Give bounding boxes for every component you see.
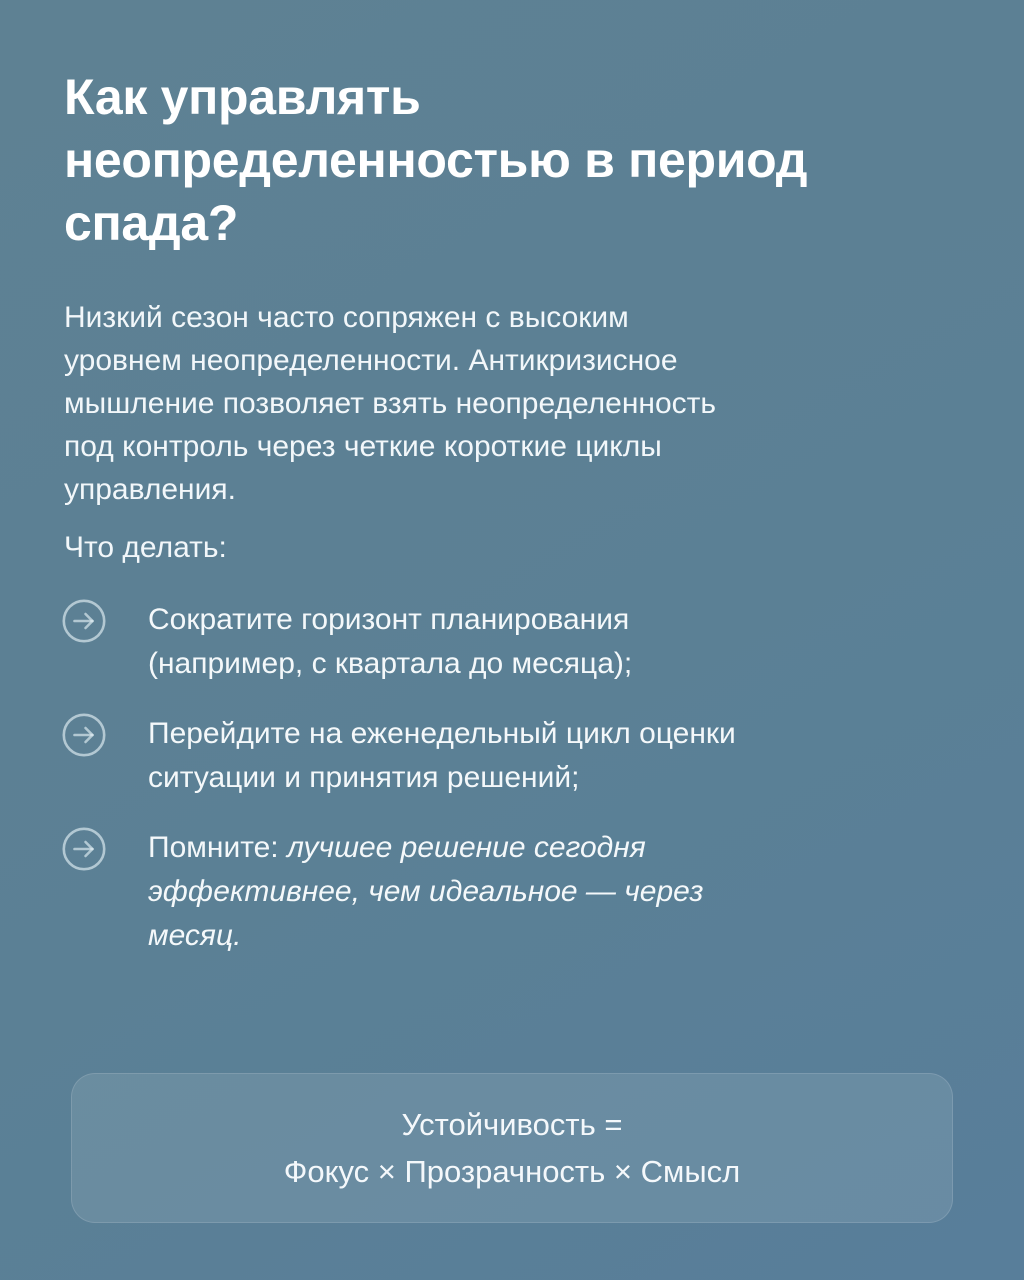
intro-line: уровнем неопределенности. Антикризисное (64, 344, 678, 377)
intro-line: мышление позволяет взять неопределенность (64, 387, 717, 420)
checklist-item-text: Сократите горизонт планирования (например, с квартала до месяца); (148, 603, 633, 680)
checklist (64, 598, 960, 958)
summary-line: Фокус × Прозрачность × Смысл (283, 1154, 741, 1189)
page-title-line: Как управлять (64, 69, 421, 125)
intro-paragraph (64, 296, 960, 511)
checklist-item (64, 826, 960, 958)
checklist-item-text (148, 826, 703, 958)
checklist-label: Что делать: (64, 531, 227, 564)
arrow-right-circle-icon (62, 599, 106, 643)
checklist-item-text: Перейдите на еженедельный цикл оценки ситуации и принятия решений; (148, 717, 736, 794)
page-title-line: неопределенностью в период (64, 132, 808, 188)
checklist-item-emphasis: эффективнее, чем идеальное — через (148, 875, 704, 908)
checklist-item (64, 598, 960, 686)
checklist-item-lead: Помните: (148, 831, 279, 864)
page-title (64, 66, 960, 255)
summary-card (71, 1073, 953, 1223)
arrow-right-circle-icon (62, 827, 106, 871)
checklist-item (64, 712, 960, 800)
summary-line: Устойчивость = (401, 1107, 623, 1142)
page-title-line: спада? (64, 195, 239, 251)
checklist-item-emphasis: месяц. (148, 919, 242, 952)
checklist-item-emphasis: лучшее решение сегодня (286, 831, 646, 864)
arrow-right-circle-icon (62, 713, 106, 757)
intro-line: управления. (64, 473, 236, 506)
intro-line: под контроль через четкие короткие циклы (64, 430, 662, 463)
intro-line: Низкий сезон часто сопряжен с высоким (64, 301, 629, 334)
